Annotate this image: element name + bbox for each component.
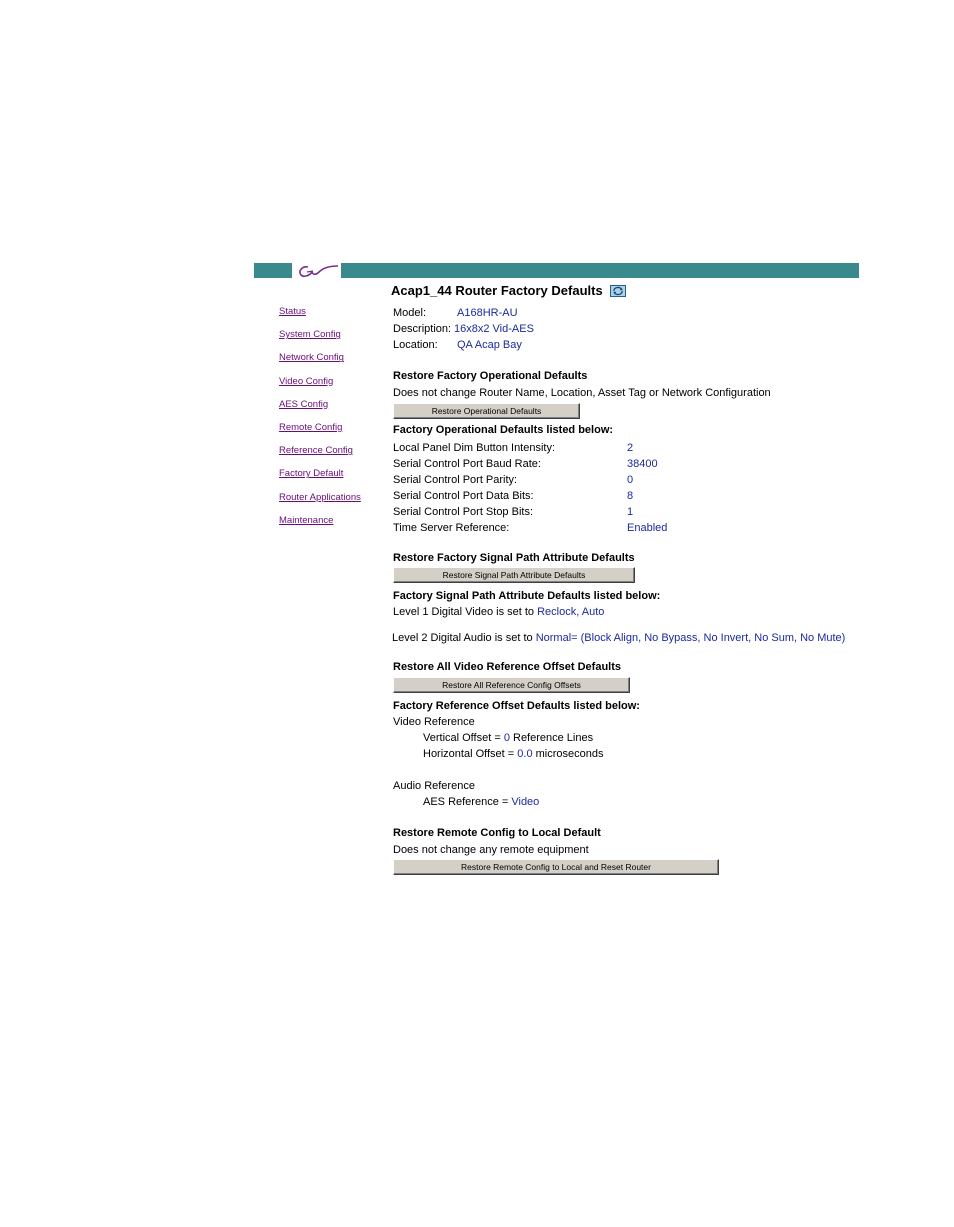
op-row-value: 38400 [627, 458, 658, 470]
nav-factory-default[interactable]: Factory Default [279, 468, 344, 480]
vertical-offset-suffix: Reference Lines [509, 732, 594, 744]
nav-reference-config[interactable]: Reference Config [279, 445, 353, 457]
sidebar-nav [279, 303, 379, 535]
page-title-text: Acap1_44 Router Factory Defaults [391, 283, 603, 298]
aes-reference-prefix: AES Reference = [423, 796, 512, 808]
nav-remote-config[interactable]: Remote Config [279, 421, 343, 433]
op-row-value: Enabled [627, 522, 668, 534]
nav-maintenance[interactable]: Maintenance [279, 514, 334, 526]
level2-value: Normal= (Block Align, No Bypass, No Invert, No Sum, No Mute) [535, 632, 846, 644]
nav-video-config[interactable]: Video Config [279, 375, 334, 387]
refresh-icon[interactable] [610, 285, 626, 300]
horizontal-offset-prefix: Horizontal Offset = [423, 748, 518, 760]
op-row-value: 8 [627, 490, 634, 502]
level2-line [392, 632, 845, 644]
operational-list-heading: Factory Operational Defaults listed below: [393, 424, 614, 436]
operational-heading: Restore Factory Operational Defaults [393, 370, 588, 382]
model-label: Model: [393, 307, 427, 319]
nav-network-config[interactable]: Network Config [279, 352, 344, 364]
op-row-label: Time Server Reference: [393, 522, 510, 534]
vertical-offset-value: 0 [503, 732, 510, 744]
brand-logo [292, 263, 341, 280]
restore-reference-offsets-button[interactable]: Restore All Reference Config Offsets [393, 677, 630, 693]
restore-signal-path-defaults-button[interactable]: Restore Signal Path Attribute Defaults [393, 567, 635, 583]
reference-heading: Restore All Video Reference Offset Defaults [393, 661, 622, 673]
signal-path-list-heading: Factory Signal Path Attribute Defaults listed below: [393, 590, 661, 602]
horizontal-offset-line [423, 748, 603, 760]
audio-reference-label: Audio Reference [393, 780, 475, 792]
description-value: 16x8x2 Vid-AES [454, 323, 534, 335]
description-label: Description: [393, 323, 452, 335]
remote-heading: Restore Remote Config to Local Default [393, 827, 601, 839]
remote-note: Does not change any remote equipment [393, 844, 589, 856]
level1-prefix: Level 1 Digital Video is set to [393, 606, 538, 618]
restore-remote-config-button[interactable]: Restore Remote Config to Local and Reset Router [393, 859, 719, 875]
op-row-label: Serial Control Port Parity: [393, 474, 518, 486]
header-banner [254, 263, 859, 278]
horizontal-offset-suffix: microseconds [532, 748, 604, 760]
aes-reference-value: Video [511, 796, 540, 808]
level2-prefix: Level 2 Digital Audio is set to [392, 632, 536, 644]
horizontal-offset-value: 0.0 [517, 748, 533, 760]
model-value: A168HR-AU [457, 307, 518, 319]
reference-list-heading: Factory Reference Offset Defaults listed below: [393, 700, 640, 712]
restore-operational-defaults-button[interactable]: Restore Operational Defaults [393, 403, 580, 419]
vertical-offset-prefix: Vertical Offset = [423, 732, 504, 744]
op-row-label: Serial Control Port Baud Rate: [393, 458, 541, 470]
nav-router-applications[interactable]: Router Applications [279, 491, 361, 503]
level1-line [393, 606, 604, 618]
op-row-label: Serial Control Port Data Bits: [393, 490, 534, 502]
op-row-label: Serial Control Port Stop Bits: [393, 506, 534, 518]
operational-note: Does not change Router Name, Location, Asset Tag or Network Configuration [393, 387, 771, 399]
signal-path-heading: Restore Factory Signal Path Attribute Defaults [393, 552, 635, 564]
vertical-offset-line [423, 732, 593, 744]
video-reference-label: Video Reference [393, 716, 475, 728]
level1-value: Reclock, Auto [537, 606, 605, 618]
op-row-value: 1 [627, 506, 634, 518]
location-value: QA Acap Bay [457, 339, 522, 351]
page-title [391, 283, 626, 300]
nav-status[interactable]: Status [279, 306, 306, 317]
aes-reference-line [423, 796, 539, 808]
op-row-value: 2 [627, 442, 634, 454]
location-label: Location: [393, 339, 438, 351]
nav-system-config[interactable]: System Config [279, 329, 341, 341]
op-row-label: Local Panel Dim Button Intensity: [393, 442, 556, 454]
op-row-value: 0 [627, 474, 634, 486]
nav-aes-config[interactable]: AES Config [279, 398, 329, 410]
